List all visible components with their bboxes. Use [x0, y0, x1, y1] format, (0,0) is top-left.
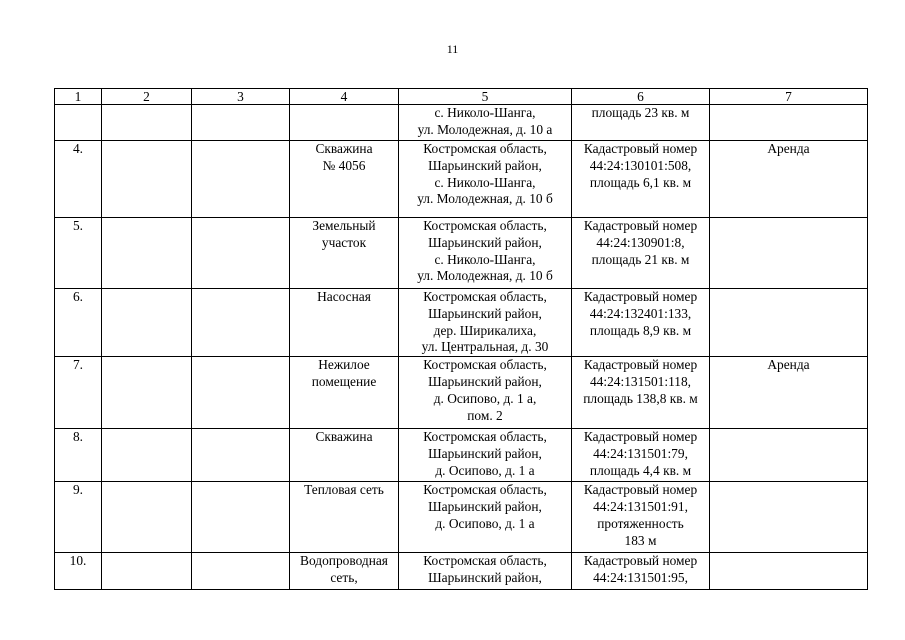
table-row — [55, 105, 868, 141]
table-row — [55, 218, 868, 289]
cell-col2 — [102, 105, 192, 141]
table-row — [55, 289, 868, 357]
row-number: 7. — [55, 357, 102, 429]
column-header: 5 — [399, 89, 572, 105]
object-note — [710, 429, 868, 482]
object-note — [710, 218, 868, 289]
cell-col3 — [192, 218, 290, 289]
row-number: 5. — [55, 218, 102, 289]
cell-col2 — [102, 482, 192, 553]
object-address: Костромская область, Шарьинский район, с. Николо-Шанга, ул. Молодежная, д. 10 б — [399, 218, 572, 289]
row-number: 9. — [55, 482, 102, 553]
object-note — [710, 289, 868, 357]
cell-col2 — [102, 141, 192, 218]
property-table — [54, 88, 868, 590]
cell-col2 — [102, 429, 192, 482]
object-name: Нежилое помещение — [290, 357, 399, 429]
object-details: Кадастровый номер 44:24:132401:133, площадь 8,9 кв. м — [572, 289, 710, 357]
object-name: Скважина № 4056 — [290, 141, 399, 218]
object-note — [710, 553, 868, 590]
object-details: Кадастровый номер 44:24:131501:118, площадь 138,8 кв. м — [572, 357, 710, 429]
table-row — [55, 429, 868, 482]
object-name — [290, 105, 399, 141]
object-name: Насосная — [290, 289, 399, 357]
column-header: 1 — [55, 89, 102, 105]
row-number: 10. — [55, 553, 102, 590]
object-address: Костромская область, Шарьинский район, дер. Ширикалиха, ул. Центральная, д. 30 — [399, 289, 572, 357]
table-row — [55, 482, 868, 553]
row-number: 4. — [55, 141, 102, 218]
cell-col3 — [192, 482, 290, 553]
object-details: Кадастровый номер 44:24:130101:508, площадь 6,1 кв. м — [572, 141, 710, 218]
table-row — [55, 553, 868, 590]
cell-col3 — [192, 289, 290, 357]
cell-col3 — [192, 105, 290, 141]
column-header: 2 — [102, 89, 192, 105]
page-number: 11 — [446, 42, 459, 56]
cell-col2 — [102, 553, 192, 590]
object-address: Костромская область, Шарьинский район, д. Осипово, д. 1 а — [399, 429, 572, 482]
object-note — [710, 482, 868, 553]
object-details: Кадастровый номер 44:24:130901:8, площадь 21 кв. м — [572, 218, 710, 289]
object-note: Аренда — [710, 141, 868, 218]
object-name: Земельный участок — [290, 218, 399, 289]
row-number — [55, 105, 102, 141]
cell-col3 — [192, 553, 290, 590]
column-header: 3 — [192, 89, 290, 105]
object-name: Тепловая сеть — [290, 482, 399, 553]
cell-col2 — [102, 218, 192, 289]
object-name: Водопроводная сеть, — [290, 553, 399, 590]
object-address: с. Николо-Шанга, ул. Молодежная, д. 10 а — [399, 105, 572, 141]
table-row — [55, 141, 868, 218]
table-row — [55, 357, 868, 429]
object-details: площадь 23 кв. м — [572, 105, 710, 141]
cell-col3 — [192, 357, 290, 429]
column-header: 4 — [290, 89, 399, 105]
object-note: Аренда — [710, 357, 868, 429]
row-number: 6. — [55, 289, 102, 357]
cell-col3 — [192, 141, 290, 218]
cell-col2 — [102, 357, 192, 429]
object-address: Костромская область, Шарьинский район, с. Николо-Шанга, ул. Молодежная, д. 10 б — [399, 141, 572, 218]
object-address: Костромская область, Шарьинский район, д. Осипово, д. 1 а, пом. 2 — [399, 357, 572, 429]
column-header: 6 — [572, 89, 710, 105]
object-details: Кадастровый номер 44:24:131501:95, — [572, 553, 710, 590]
cell-col2 — [102, 289, 192, 357]
object-address: Костромская область, Шарьинский район, — [399, 553, 572, 590]
table-header-row — [55, 89, 868, 105]
column-header: 7 — [710, 89, 868, 105]
object-name: Скважина — [290, 429, 399, 482]
object-details: Кадастровый номер 44:24:131501:79, площадь 4,4 кв. м — [572, 429, 710, 482]
object-address: Костромская область, Шарьинский район, д. Осипово, д. 1 а — [399, 482, 572, 553]
row-number: 8. — [55, 429, 102, 482]
cell-col3 — [192, 429, 290, 482]
object-details: Кадастровый номер 44:24:131501:91, протяженность 183 м — [572, 482, 710, 553]
object-note — [710, 105, 868, 141]
